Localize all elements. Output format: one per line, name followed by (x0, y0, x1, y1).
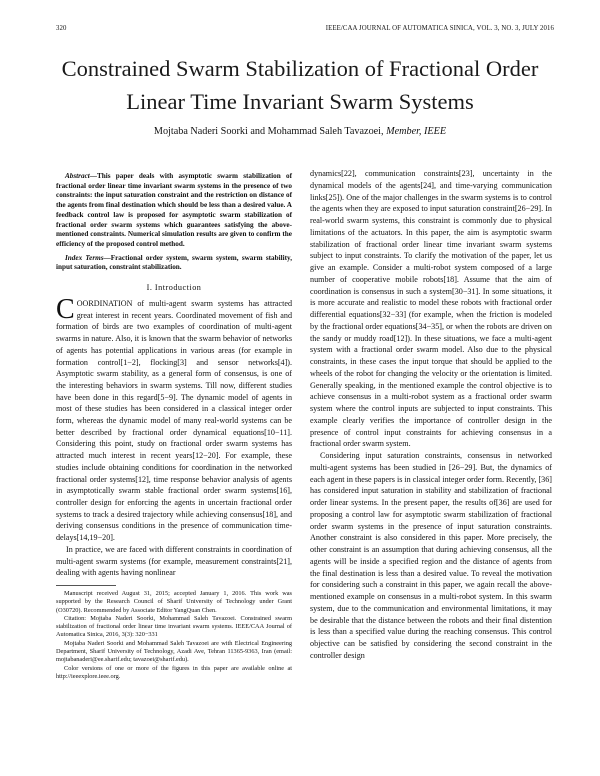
page-number: 320 (56, 25, 67, 32)
intro-paragraph-3: dynamics[22], communication constraints[23], uncertainty in the dynamical models of the agents[24], and time-varying communication links[25]). One of the major challenges in the swarm systems is to control the agents when they are exposed to input saturation constraint[26−29]. In real-world swarm systems, this constraint is commonly due to physical limitations of the actuators. In this paper, the aim is asymptotic swarm stabilization of fractional order linear time invariant swarm systems subject to input constraints. To clarify the motivation of the paper, let us give an example. Consider a multi-robot system composed of a large number of cooperative mobile robots[18]. Assume that the aim of coordination is consensus in such a system[30−31]. In some situations, it is more accurate and realistic to model these robots with fractional order differential equations[32−33] (for example, when the friction is modeled by the fractional order equations[34−35], or when the robots are driven on the sandy or muddy road[12]). In these situations, we face a multi-agent system with a fractional order swarm model. Also due to the physical constraints, in these cases the input torque that should be applied to the wheels of the robot for changing the velocity or the orientation is limited. Generally speaking, in the mentioned example the control objective is to achieve consensus in a multi-robot system as a fractional order swarm system where the control inputs are subjected to input constraints. This example clearly verifies the importance of controller design in the presence of control input constraints for achieving consensus in a fractional order swarm system. (310, 169, 552, 449)
abstract-text: This paper deals with asymptotic swarm stabilization of fractional order linear time invariant swarm systems in the presence of two constraints: the input saturation constraint and the restriction on distance of the agents from final destination which should be less than a desired value. A feedback control law is proposed for asymptotic swarm stabilization of fractional order swarm systems which guarantees satisfying the above-mentioned constraints. Numerical simulation results are given to confirm the efficiency of the proposed control method. (56, 172, 292, 248)
intro-paragraph-2: In practice, we are faced with different constraints in coordination of multi-agent swarm systems (for example, measurement constraints[21], dealing with agents having nonlinear (56, 544, 292, 578)
footnote-citation: Citation: Mojtaba Naderi Soorki, Mohammad Saleh Tavazoei. Constrained swarm stabilization of fractional order linear time invariant swarm systems. IEEE/CAA Journal of Automatica Sinica, 2016, 3(3): 320−331 (56, 614, 292, 639)
abstract (56, 172, 292, 250)
drop-cap: C (56, 294, 75, 326)
footnote-affiliation: Mojtaba Naderi Soorki and Mohammad Saleh Tavazoei are with Electrical Engineering Department, Sharif University of Technology, Azadi Ave, Tehran 11365-9363, Iran (email: mojtabanaderi@ee.sharif.edu; tavazoei@sharif.edu). (56, 639, 292, 664)
author-names: Mojtaba Naderi Soorki and Mohammad Saleh Tavazoei, (153, 126, 384, 137)
footnote-divider (56, 585, 116, 586)
index-terms (56, 254, 292, 273)
footnote-manuscript: Manuscript received August 31, 2015; accepted January 1, 2016. This work was supported by the Research Council of Sharif University of Technology under Grant (O30720). Recommended by Associate Editor YangQuan Chen. (56, 589, 292, 614)
section-heading: I. Introduction (146, 283, 202, 293)
journal-header: IEEE/CAA JOURNAL OF AUTOMATICA SINICA, VOL. 3, NO. 3, JULY 2016 (325, 25, 554, 32)
index-terms-text: Fractional order system, swarm system, swarm stability, input saturation, constraint stabilization. (56, 253, 292, 272)
intro-paragraph-1 (56, 294, 292, 544)
index-terms-label: Index Terms— (65, 253, 111, 262)
author-line (40, 126, 560, 137)
abstract-label: Abstract— (65, 172, 97, 180)
footnote-color-versions: Color versions of one or more of the figures in this paper are available online at http://ieeexplore.ieee.org. (56, 664, 292, 680)
paper-title: Constrained Swarm Stabilization of Fractional Order Linear Time Invariant Swarm Systems (61, 56, 539, 114)
author-membership: Member, IEEE (386, 126, 447, 137)
intro-paragraph-4: Considering input saturation constraints, consensus in networked multi-agent systems has been studied in [26−29]. But, the dynamics of each agent in these papers is in classical integer order form. Recently, [36] has considered input saturation in stability and stabilization of fractional order linear systems. In the present paper, the results of[36] are used for proposing a control law for asymptotic swarm stabilization of fractional order swarm systems in the presence of input saturation constraints. Another constraint is also considered in this paper. More precisely, the other constraint is an assumption that during achieving consensus, all the agents will be inside a specified region and the distance of agents from the final destination is less than a desired value. To reveal the motivation for considering such a constraint in this paper, we again recall the above-mentioned example on consensus in a multi-robot system. In this swarm system, due to the communication and environmental limitations, it may be desirable that the distance between the robots and their final distention is less than a specified value during the reaching consensus. This control objective can be satisfied by considering the second constraint in the controller design (310, 451, 552, 660)
left-column (56, 172, 292, 681)
right-column (310, 168, 552, 662)
intro-paragraph-1-text: OORDINATION of multi-agent swarm systems has attracted great interest in recent years. Coordinated movement of fish and formation of birds are two examples of coordination of multi-agent swarms in nature. Also, it is known that the swarm behavior of networks of agents has potential applications in various areas (for example in formation control[1−2], flocking[3] and sensor networks[4]). Asymptotic swarm stability, as a general form of consensus, is one of the interesting behaviors in swarm systems. Till now, different studies have been done in this regard[5−9]. The dynamic model of agents in most of these studies has been considered in a classical integer order form, whereas the dynamic model of many real-world systems can be better described by fractional order dynamical equations[10−11]. Considering this point, study on fractional order swarm systems has attracted much interest in recent years[12−20]. For example, these studies include obtaining conditions for coordination in the networked fractional order systems[12], time response behavior analysis of agents in asymptotically swarm stable fractional order swarm systems[16], controller design for enforcing the agents in uncertain fractional order systems to track a desired trajectory while achieving consensus[18], and deriving consensus conditions in the presence of communication time-delays[14,19−20]. (56, 299, 292, 543)
